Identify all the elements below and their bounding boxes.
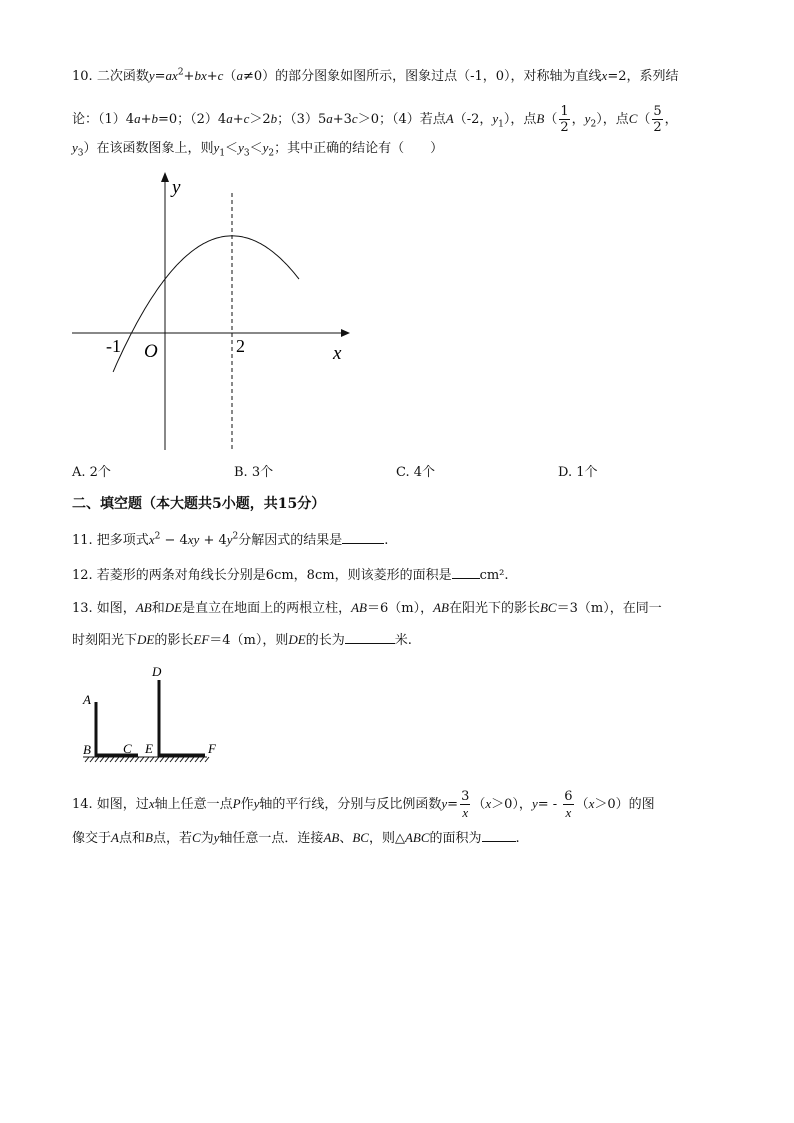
q10-number: 10.: [72, 69, 93, 84]
hatch-mark: [85, 757, 89, 762]
q10-line-2: 论：（1）4a+b=0；（2）4a+c＞2b；（3）5a+3c＞0；（4）若点A（-2，$y_1$），点B（ $\frac{1}{2}$ ，$y_2$），点C（ $\frac{5}{2}$ ，: [72, 104, 678, 135]
option-b[interactable]: B. 3个: [234, 465, 274, 480]
q10-line-3: $y_3$）在该函数图象上，则$y_1<y_3<y_2$；其中正确的结论有（ ）: [72, 140, 444, 159]
q13-pillars-figure: [75, 662, 235, 767]
hatch-mark: [165, 757, 169, 762]
neg-one-label: -1: [106, 336, 121, 356]
q14-line-1: 14. 如图，过x轴上任意一点P作y轴的平行线，分别与反比例函数y= $\frac{3}{x}$ （x＞0），y= - $\frac{6}{x}$ （x＞0）的图: [72, 789, 655, 820]
hatch-mark: [170, 757, 174, 762]
hatch-mark: [150, 757, 154, 762]
hatch-mark: [190, 757, 194, 762]
x-axis-arrow: [341, 329, 350, 337]
two-label: 2: [236, 336, 245, 356]
q13-line-2: 时刻阳光下DE的影长EF＝4（m），则DE的长为 米.: [72, 632, 412, 648]
hatch-mark: [130, 757, 134, 762]
hatch-mark: [200, 757, 204, 762]
option-d[interactable]: D. 1个: [558, 465, 598, 480]
label-d: D: [152, 664, 162, 679]
x-axis-label: x: [333, 343, 342, 364]
section-title: 二、填空题（本大题共5小题，共15分）: [72, 496, 326, 512]
q13-line-1: 13. 如图，AB和DE是直立在地面上的两根立柱，AB＝6（m），AB在阳光下的影长BC＝3（m），在同一: [72, 600, 662, 616]
q14-line-2: 像交于A点和B点，若C为y轴任意一点．连接AB、BC，则△ABC的面积为 .: [72, 830, 520, 846]
hatch-mark: [185, 757, 189, 762]
hatch-mark: [195, 757, 199, 762]
hatch-mark: [145, 757, 149, 762]
q12-line: 12. 若菱形的两条对角线长分别是6cm，8cm，则该菱形的面积是 cm².: [72, 568, 509, 583]
hatch-mark: [175, 757, 179, 762]
y-axis-arrow: [161, 172, 169, 182]
hatch-mark: [205, 757, 209, 762]
q13-answer-blank[interactable]: [345, 631, 395, 644]
label-f: F: [208, 741, 216, 756]
hatch-mark: [160, 757, 164, 762]
hatch-mark: [125, 757, 129, 762]
label-b: B: [83, 742, 91, 757]
hatch-mark: [110, 757, 114, 762]
hatch-mark: [120, 757, 124, 762]
label-e: E: [145, 741, 153, 756]
hatch-mark: [140, 757, 144, 762]
hatch-mark: [180, 757, 184, 762]
hatch-mark: [155, 757, 159, 762]
option-a[interactable]: A. 2个: [72, 465, 111, 480]
q10-line-1: 10. 二次函数$y=ax^2+bx+c(a\ne 0)$的部分图象如图所示，图象过点（-1，0），对称轴为直线x=2，系列结: [72, 67, 679, 84]
ground-hatching: [85, 757, 209, 762]
label-c: C: [123, 741, 132, 756]
label-a: A: [83, 692, 91, 707]
q12-answer-blank[interactable]: [452, 566, 480, 579]
hatch-mark: [135, 757, 139, 762]
y-axis-label: y: [172, 177, 181, 198]
hatch-mark: [90, 757, 94, 762]
origin-label: O: [144, 341, 158, 362]
hatch-mark: [100, 757, 104, 762]
q11-line: 11. 把多项式$x^2 - 4xy + 4y^2$分解因式的结果是 .: [72, 531, 389, 548]
q10-parabola-graph: [62, 165, 362, 455]
q11-answer-blank[interactable]: [342, 531, 384, 544]
hatch-mark: [95, 757, 99, 762]
hatch-mark: [115, 757, 119, 762]
hatch-mark: [105, 757, 109, 762]
q14-answer-blank[interactable]: [482, 829, 516, 842]
parabola-curve: [113, 236, 299, 372]
option-c[interactable]: C. 4个: [396, 465, 436, 480]
